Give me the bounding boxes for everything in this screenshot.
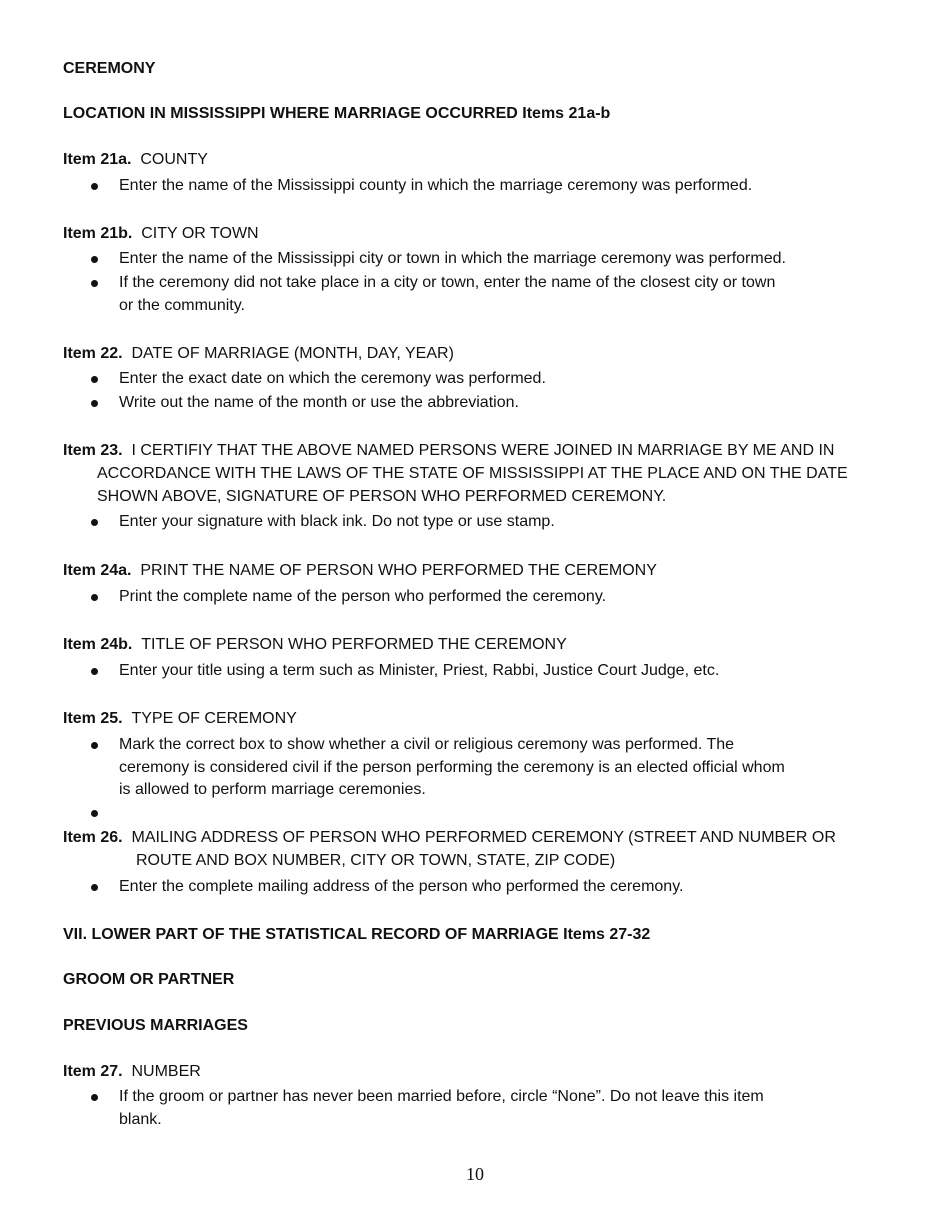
page-number: 10 bbox=[466, 1164, 484, 1184]
item-27-header bbox=[63, 1061, 201, 1083]
bullet-text-continued: ceremony is considered civil if the person performing the ceremony is an elected official whom bbox=[119, 759, 785, 776]
bullet-text: Print the complete name of the person who performed the ceremony. bbox=[119, 588, 607, 605]
item-23-header bbox=[63, 440, 834, 462]
bullet-text: Enter the name of the Mississippi city or town in which the marriage ceremony was performed. bbox=[119, 250, 786, 267]
heading-ceremony: CEREMONY bbox=[63, 60, 156, 77]
bullet-icon bbox=[91, 280, 98, 287]
heading-section-vii: VII. LOWER PART OF THE STATISTICAL RECORD OF MARRIAGE Items 27-32 bbox=[63, 926, 651, 943]
item-26-header bbox=[63, 827, 836, 849]
bullet-text: Enter your title using a term such as Minister, Priest, Rabbi, Justice Court Judge, etc. bbox=[119, 662, 720, 679]
item-title: TITLE OF PERSON WHO PERFORMED THE CEREMONY bbox=[141, 636, 567, 653]
bullet-text: Enter the name of the Mississippi county in which the marriage ceremony was performed. bbox=[119, 177, 753, 194]
bullet-icon bbox=[91, 519, 98, 526]
bullet-text: Enter your signature with black ink. Do not type or use stamp. bbox=[119, 513, 555, 530]
item-label: Item 21a. bbox=[63, 151, 132, 168]
item-title: DATE OF MARRIAGE (MONTH, DAY, YEAR) bbox=[131, 345, 454, 362]
bullet-icon bbox=[91, 376, 98, 383]
bullet-text: If the groom or partner has never been married before, circle “None”. Do not leave this item bbox=[119, 1088, 764, 1105]
heading-location: LOCATION IN MISSISSIPPI WHERE MARRIAGE OCCURRED Items 21a-b bbox=[63, 105, 611, 122]
bullet-icon bbox=[91, 183, 98, 190]
item-label: Item 25. bbox=[63, 710, 123, 727]
bullet-text: Enter the complete mailing address of the person who performed the ceremony. bbox=[119, 878, 684, 895]
item-25-header bbox=[63, 708, 297, 730]
item-label: Item 23. bbox=[63, 442, 123, 459]
bullet-icon bbox=[91, 810, 98, 817]
item-label: Item 21b. bbox=[63, 225, 133, 242]
item-title: CITY OR TOWN bbox=[141, 225, 259, 242]
bullet-icon bbox=[91, 256, 98, 263]
bullet-text: Write out the name of the month or use the abbreviation. bbox=[119, 394, 519, 411]
item-title: TYPE OF CEREMONY bbox=[131, 710, 297, 727]
item-24b-header bbox=[63, 634, 567, 656]
bullet-text-continued: blank. bbox=[119, 1111, 162, 1128]
item-label: Item 24a. bbox=[63, 562, 132, 579]
item-label: Item 26. bbox=[63, 829, 123, 846]
bullet-text: If the ceremony did not take place in a city or town, enter the name of the closest city or town bbox=[119, 274, 776, 291]
bullet-icon bbox=[91, 400, 98, 407]
bullet-icon bbox=[91, 742, 98, 749]
bullet-icon bbox=[91, 1094, 98, 1101]
item-title: NUMBER bbox=[131, 1063, 201, 1080]
item-24a-header bbox=[63, 560, 657, 582]
bullet-text: Mark the correct box to show whether a civil or religious ceremony was performed. The bbox=[119, 736, 735, 753]
item-title-continued: ACCORDANCE WITH THE LAWS OF THE STATE OF MISSISSIPPI AT THE PLACE AND ON THE DATE bbox=[97, 465, 848, 482]
item-title: I CERTIFIY THAT THE ABOVE NAMED PERSONS WERE JOINED IN MARRIAGE BY ME AND IN bbox=[131, 442, 835, 459]
item-title-continued: ROUTE AND BOX NUMBER, CITY OR TOWN, STATE, ZIP CODE) bbox=[136, 852, 616, 869]
item-label: Item 22. bbox=[63, 345, 123, 362]
bullet-icon bbox=[91, 884, 98, 891]
bullet-icon bbox=[91, 594, 98, 601]
item-22-header bbox=[63, 343, 454, 365]
bullet-icon bbox=[91, 668, 98, 675]
bullet-text-continued: or the community. bbox=[119, 297, 245, 314]
item-title: MAILING ADDRESS OF PERSON WHO PERFORMED CEREMONY (STREET AND NUMBER OR bbox=[131, 829, 836, 846]
bullet-text-continued: is allowed to perform marriage ceremonies. bbox=[119, 781, 426, 798]
item-label: Item 27. bbox=[63, 1063, 123, 1080]
item-label: Item 24b. bbox=[63, 636, 133, 653]
heading-groom-partner: GROOM OR PARTNER bbox=[63, 971, 235, 988]
item-title: COUNTY bbox=[140, 151, 208, 168]
heading-previous-marriages: PREVIOUS MARRIAGES bbox=[63, 1017, 248, 1034]
item-21b-header bbox=[63, 223, 259, 245]
item-title-continued: SHOWN ABOVE, SIGNATURE OF PERSON WHO PERFORMED CEREMONY. bbox=[97, 488, 667, 505]
bullet-text: Enter the exact date on which the ceremony was performed. bbox=[119, 370, 546, 387]
item-21a-header bbox=[63, 149, 208, 171]
item-title: PRINT THE NAME OF PERSON WHO PERFORMED THE CEREMONY bbox=[140, 562, 657, 579]
